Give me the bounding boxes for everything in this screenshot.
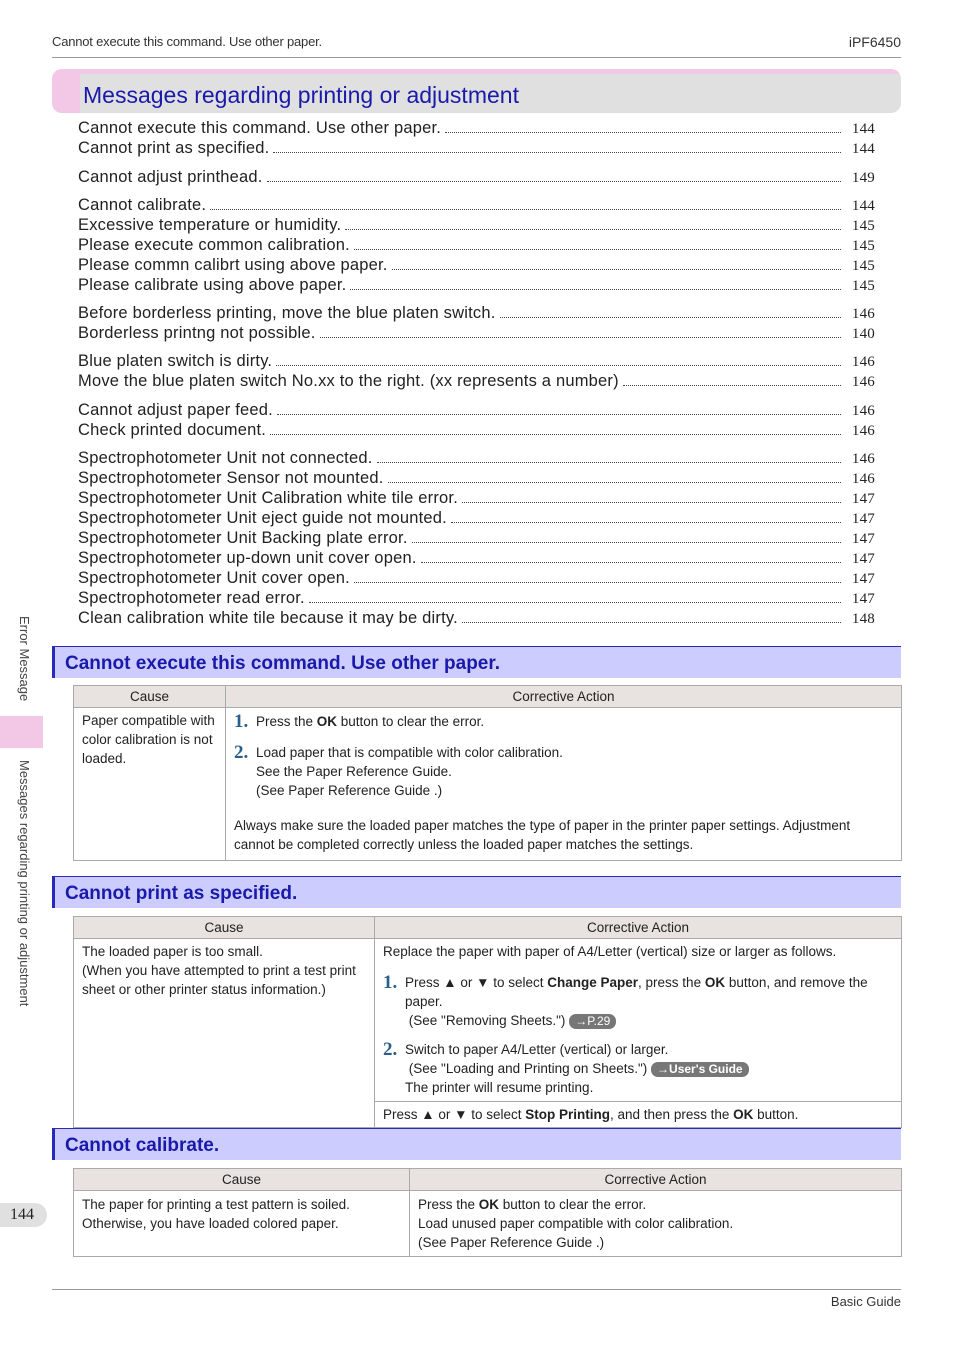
- toc-entry[interactable]: [78, 488, 875, 508]
- toc-entry-page[interactable]: 147: [851, 531, 875, 547]
- table-cannot-execute: [73, 685, 902, 861]
- toc-leader-dots: [462, 622, 841, 623]
- toc-entry-title[interactable]: Cannot adjust paper feed.: [78, 401, 273, 419]
- heading-text[interactable]: Cannot calibrate.: [65, 1135, 220, 1156]
- toc-entry-title[interactable]: Cannot calibrate.: [78, 196, 207, 214]
- section-title-banner: [52, 69, 901, 113]
- action-cell: [375, 939, 902, 1102]
- toc-leader-dots: [350, 289, 841, 290]
- intro-text: Replace the paper with paper of A4/Letter (vertical) size or larger as follows.: [383, 944, 837, 959]
- toc-entry-page[interactable]: 145: [851, 238, 875, 254]
- col-cause: Cause: [74, 1169, 410, 1191]
- toc-entry[interactable]: [78, 323, 875, 343]
- toc-leader-dots: [273, 152, 841, 153]
- toc-entry-page[interactable]: 147: [851, 571, 875, 587]
- toc-entry-page[interactable]: 144: [851, 198, 875, 214]
- toc-entry-page[interactable]: 146: [851, 306, 875, 322]
- col-cause: Cause: [74, 917, 375, 939]
- toc-entry-page[interactable]: 144: [851, 141, 875, 157]
- heading-cannot-print: [52, 876, 901, 908]
- toc-leader-dots: [377, 462, 842, 463]
- toc-entry[interactable]: [78, 400, 875, 420]
- heading-cannot-execute: [52, 646, 901, 678]
- model-name: iPF6450: [848, 34, 901, 50]
- toc-entry[interactable]: [78, 448, 875, 468]
- toc-entry[interactable]: [78, 351, 875, 371]
- step-1: 1. Press ▲ or ▼ to select Change Paper, press the OK button, and remove the paper. (See "Removing Sheets.") →P.29: [383, 972, 868, 1028]
- section-title: Messages regarding printing or adjustment: [83, 82, 519, 108]
- header-divider: [52, 57, 901, 58]
- toc-entry-page[interactable]: 149: [851, 170, 875, 186]
- toc-entry-title[interactable]: Spectrophotometer Unit eject guide not mounted.: [78, 509, 447, 527]
- heading-text[interactable]: Cannot print as specified.: [65, 883, 298, 904]
- cause-cell: The loaded paper is too small. (When you have attempted to print a test print sheet or other printer status information.): [74, 939, 375, 1128]
- toc-entry[interactable]: [78, 235, 875, 255]
- toc-entry-title[interactable]: Clean calibration white tile because it may be dirty.: [78, 609, 458, 627]
- toc-leader-dots: [267, 181, 841, 182]
- toc-entry[interactable]: [78, 568, 875, 588]
- toc-entry-page[interactable]: 145: [851, 258, 875, 274]
- step-1: 1. Press the OK button to clear the error.: [234, 711, 485, 732]
- toc-entry[interactable]: [78, 275, 875, 295]
- toc-entry-title[interactable]: Please calibrate using above paper.: [78, 276, 347, 294]
- toc-entry-title[interactable]: Excessive temperature or humidity.: [78, 216, 342, 234]
- toc-entry-title[interactable]: Spectrophotometer Unit not connected.: [78, 449, 373, 467]
- toc-entry-title[interactable]: Spectrophotometer Unit Calibration white tile error.: [78, 489, 458, 507]
- toc-entry-title[interactable]: Spectrophotometer read error.: [78, 589, 305, 607]
- col-cause: Cause: [74, 686, 226, 708]
- page-link-p29[interactable]: →P.29: [569, 1014, 616, 1029]
- toc-entry-page[interactable]: 147: [851, 551, 875, 567]
- table-cannot-calibrate: [73, 1168, 902, 1257]
- footer-divider: [52, 1289, 901, 1290]
- footer-guide-name: Basic Guide: [830, 1294, 901, 1309]
- step-2: 2. Switch to paper A4/Letter (vertical) or larger. (See "Loading and Printing on Sheets.") →User's Guide The printer will resume printing.: [383, 1040, 893, 1097]
- toc-entry-page[interactable]: 146: [851, 423, 875, 439]
- toc-entry-title[interactable]: Spectrophotometer up-down unit cover open.: [78, 549, 417, 567]
- heading-text[interactable]: Cannot execute this command. Use other paper.: [65, 653, 500, 674]
- toc-entry-title[interactable]: Please execute common calibration.: [78, 236, 350, 254]
- toc-leader-dots: [354, 582, 841, 583]
- toc-group: [78, 303, 875, 343]
- col-action: Corrective Action: [410, 1169, 902, 1191]
- toc-entry-page[interactable]: 146: [851, 374, 875, 390]
- side-tab-messages-printing[interactable]: Messages regarding printing or adjustment: [17, 760, 32, 1007]
- toc-entry-title[interactable]: Please commn calibrt using above paper.: [78, 256, 388, 274]
- cause-cell: The paper for printing a test pattern is soiled. Otherwise, you have loaded colored paper.: [74, 1191, 410, 1257]
- toc-entry-title[interactable]: Cannot execute this command. Use other paper.: [78, 119, 442, 137]
- toc-leader-dots: [392, 269, 841, 270]
- toc-leader-dots: [421, 562, 841, 563]
- step-2: 2. Load paper that is compatible with color calibration. See the Paper Reference Guide. (See Paper Reference Guide .): [234, 742, 563, 798]
- toc-entry[interactable]: [78, 588, 875, 608]
- toc-entry-page[interactable]: 146: [851, 471, 875, 487]
- toc-entry[interactable]: [78, 608, 875, 628]
- toc-leader-dots: [270, 434, 841, 435]
- toc-leader-dots: [445, 132, 841, 133]
- toc-entry-page[interactable]: 147: [851, 591, 875, 607]
- users-guide-link[interactable]: →User's Guide: [651, 1062, 749, 1077]
- col-action: Corrective Action: [226, 686, 902, 708]
- toc-entry[interactable]: [78, 138, 875, 158]
- note-text: Always make sure the loaded paper matches the type of paper in the printer paper settings. Adjustment cannot be completed correctly unless the loaded paper matches the settings.: [234, 818, 851, 852]
- toc-entry-page[interactable]: 146: [851, 354, 875, 370]
- toc-entry[interactable]: [78, 303, 875, 323]
- toc-entry[interactable]: [78, 255, 875, 275]
- side-tab-error-message[interactable]: Error Message: [17, 616, 32, 702]
- toc-entry-page[interactable]: 145: [851, 278, 875, 294]
- toc-entry[interactable]: [78, 420, 875, 440]
- toc-group: [78, 400, 875, 440]
- toc-group: [78, 118, 875, 158]
- toc-group: [78, 351, 875, 391]
- toc-entry-page[interactable]: 147: [851, 511, 875, 527]
- toc-leader-dots: [412, 542, 841, 543]
- page-number-badge: [0, 1203, 47, 1227]
- toc-leader-dots: [277, 414, 841, 415]
- cause-cell: Paper compatible with color calibration is not loaded.: [74, 708, 226, 861]
- toc-leader-dots: [623, 385, 841, 386]
- action-cell: Press the OK button to clear the error. Load unused paper compatible with color calibration. (See Paper Reference Guide .): [410, 1191, 902, 1257]
- toc-entry-page[interactable]: 140: [851, 326, 875, 342]
- heading-cannot-calibrate: [52, 1128, 901, 1160]
- toc-group: [78, 448, 875, 628]
- toc-entry[interactable]: [78, 167, 875, 187]
- toc-entry[interactable]: [78, 528, 875, 548]
- toc-leader-dots: [210, 209, 841, 210]
- toc-entry-title[interactable]: Spectrophotometer Unit Backing plate error.: [78, 529, 408, 547]
- toc-entry-title[interactable]: Cannot print as specified.: [78, 139, 270, 157]
- toc-entry[interactable]: [78, 215, 875, 235]
- alt-action-cell: Press ▲ or ▼ to select Stop Printing, and then press the OK button.: [375, 1102, 902, 1128]
- toc-leader-dots: [276, 365, 841, 366]
- toc-entry[interactable]: [78, 468, 875, 488]
- col-action: Corrective Action: [375, 917, 902, 939]
- toc-entry-title[interactable]: Borderless printng not possible.: [78, 324, 316, 342]
- toc-entry[interactable]: [78, 195, 875, 215]
- toc-group: [78, 167, 875, 187]
- side-tab-marker: [0, 716, 43, 748]
- toc-leader-dots: [354, 249, 841, 250]
- toc-group: [78, 195, 875, 295]
- toc-entry-page[interactable]: 146: [851, 403, 875, 419]
- toc-entry-page[interactable]: 148: [851, 611, 875, 627]
- toc-leader-dots: [345, 229, 841, 230]
- toc-entry-title[interactable]: Cannot adjust printhead.: [78, 168, 263, 186]
- toc-entry[interactable]: [78, 371, 875, 391]
- toc-entry-title[interactable]: Blue platen switch is dirty.: [78, 352, 273, 370]
- toc-leader-dots: [451, 522, 841, 523]
- toc-entry-title[interactable]: Spectrophotometer Sensor not mounted.: [78, 469, 384, 487]
- toc-entry-title[interactable]: Move the blue platen switch No.xx to the right. (xx represents a number): [78, 372, 619, 390]
- toc-entry[interactable]: [78, 548, 875, 568]
- running-header-title: Cannot execute this command. Use other paper.: [52, 34, 322, 49]
- toc-leader-dots: [309, 602, 841, 603]
- toc-entry-title[interactable]: Spectrophotometer Unit cover open.: [78, 569, 350, 587]
- toc-entry-page[interactable]: 146: [851, 451, 875, 467]
- toc-entry-page[interactable]: 147: [851, 491, 875, 507]
- toc-entry-page[interactable]: 145: [851, 218, 875, 234]
- toc-leader-dots: [500, 317, 841, 318]
- page-number: 144: [10, 1206, 34, 1223]
- toc-entry[interactable]: [78, 508, 875, 528]
- table-cannot-print: [73, 916, 902, 1128]
- toc-entry-title[interactable]: Before borderless printing, move the blue platen switch.: [78, 304, 496, 322]
- toc-leader-dots: [320, 337, 841, 338]
- toc-entry-page[interactable]: 144: [851, 121, 875, 137]
- toc-leader-dots: [388, 482, 842, 483]
- toc-entry-title[interactable]: Check printed document.: [78, 421, 267, 439]
- toc-entry[interactable]: [78, 118, 875, 138]
- toc-leader-dots: [462, 502, 841, 503]
- action-cell: [226, 708, 902, 861]
